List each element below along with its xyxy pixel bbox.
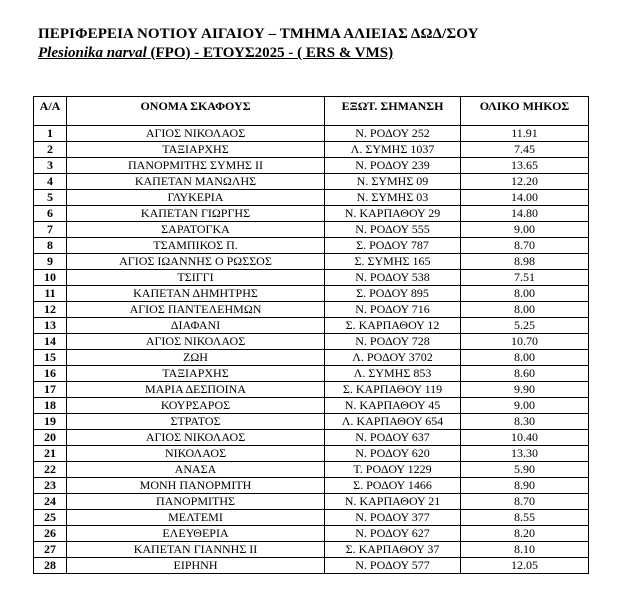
cell-vessel-name: ΠΑΝΟΡΜΙΤΗΣ ΣΥΜΗΣ ΙΙ <box>67 158 325 174</box>
cell-aa: 24 <box>34 494 67 510</box>
cell-vessel-name: ΝΙΚΟΛΑΟΣ <box>67 446 325 462</box>
cell-aa: 10 <box>34 270 67 286</box>
cell-external-marking: Ν. ΚΑΡΠΑΘΟΥ 45 <box>325 398 461 414</box>
table-row <box>34 270 589 286</box>
cell-total-length: 8.00 <box>461 302 589 318</box>
cell-aa: 20 <box>34 430 67 446</box>
cell-aa: 8 <box>34 238 67 254</box>
cell-total-length: 11.91 <box>461 126 589 142</box>
cell-total-length: 8.10 <box>461 542 589 558</box>
column-header-vessel-name: ΟΝΟΜΑ ΣΚΑΦΟΥΣ <box>67 97 325 126</box>
cell-aa: 13 <box>34 318 67 334</box>
cell-vessel-name: ΜΕΛΤΕΜΙ <box>67 510 325 526</box>
cell-vessel-name: ΚΑΠΕΤΑΝ ΓΙΩΡΓΗΣ <box>67 206 325 222</box>
cell-aa: 26 <box>34 526 67 542</box>
cell-total-length: 13.65 <box>461 158 589 174</box>
cell-total-length: 9.90 <box>461 382 589 398</box>
cell-external-marking: Λ. ΡΟΔΟΥ 3702 <box>325 350 461 366</box>
table-row <box>34 526 589 542</box>
cell-total-length: 12.05 <box>461 558 589 574</box>
table-row <box>34 158 589 174</box>
cell-external-marking: Ν. ΡΟΔΟΥ 620 <box>325 446 461 462</box>
cell-total-length: 13.30 <box>461 446 589 462</box>
table-row <box>34 222 589 238</box>
cell-total-length: 9.00 <box>461 222 589 238</box>
cell-external-marking: Ν. ΡΟΔΟΥ 728 <box>325 334 461 350</box>
cell-vessel-name: ΣΑΡΑΤΟΓΚΑ <box>67 222 325 238</box>
cell-aa: 27 <box>34 542 67 558</box>
column-header-aa: Α/Α <box>34 97 67 126</box>
subtitle-details: (FPO) - ΕΤΟΥΣ2025 - ( ERS & VMS) <box>146 45 394 61</box>
cell-vessel-name: ΑΓΙΟΣ ΝΙΚΟΛΑΟΣ <box>67 334 325 350</box>
cell-vessel-name: ΔΙΑΦΑΝΙ <box>67 318 325 334</box>
cell-total-length: 12.20 <box>461 174 589 190</box>
cell-total-length: 8.90 <box>461 478 589 494</box>
cell-vessel-name: ΖΩΗ <box>67 350 325 366</box>
cell-vessel-name: ΚΑΠΕΤΑΝ ΔΗΜΗΤΡΗΣ <box>67 286 325 302</box>
cell-vessel-name: ΤΣΑΜΠΙΚΟΣ Π. <box>67 238 325 254</box>
cell-aa: 3 <box>34 158 67 174</box>
column-header-total-length: ΟΛΙΚΟ ΜΗΚΟΣ <box>461 97 589 126</box>
cell-total-length: 10.70 <box>461 334 589 350</box>
cell-vessel-name: ΤΑΞΙΑΡΧΗΣ <box>67 142 325 158</box>
cell-external-marking: Σ. ΣΥΜΗΣ 165 <box>325 254 461 270</box>
cell-aa: 14 <box>34 334 67 350</box>
table-row <box>34 494 589 510</box>
cell-aa: 22 <box>34 462 67 478</box>
cell-total-length: 8.70 <box>461 238 589 254</box>
cell-external-marking: Ν. ΚΑΡΠΑΘΟΥ 21 <box>325 494 461 510</box>
table-row <box>34 558 589 574</box>
cell-vessel-name: ΑΝΑΣΑ <box>67 462 325 478</box>
cell-aa: 6 <box>34 206 67 222</box>
cell-total-length: 8.60 <box>461 366 589 382</box>
table-row <box>34 206 589 222</box>
cell-total-length: 5.25 <box>461 318 589 334</box>
cell-external-marking: Ν. ΡΟΔΟΥ 577 <box>325 558 461 574</box>
cell-total-length: 8.98 <box>461 254 589 270</box>
cell-external-marking: Ν. ΡΟΔΟΥ 627 <box>325 526 461 542</box>
cell-vessel-name: ΑΓΙΟΣ ΝΙΚΟΛΑΟΣ <box>67 126 325 142</box>
cell-aa: 5 <box>34 190 67 206</box>
cell-aa: 12 <box>34 302 67 318</box>
cell-external-marking: Ν. ΡΟΔΟΥ 637 <box>325 430 461 446</box>
cell-aa: 7 <box>34 222 67 238</box>
cell-external-marking: Ν. ΡΟΔΟΥ 555 <box>325 222 461 238</box>
cell-aa: 1 <box>34 126 67 142</box>
cell-total-length: 8.20 <box>461 526 589 542</box>
cell-total-length: 8.00 <box>461 286 589 302</box>
table-row <box>34 126 589 142</box>
cell-external-marking: Λ. ΣΥΜΗΣ 1037 <box>325 142 461 158</box>
cell-external-marking: Ν. ΡΟΔΟΥ 538 <box>325 270 461 286</box>
table-row <box>34 366 589 382</box>
cell-total-length: 8.00 <box>461 350 589 366</box>
cell-external-marking: Σ. ΚΑΡΠΑΘΟΥ 37 <box>325 542 461 558</box>
cell-external-marking: Ν. ΡΟΔΟΥ 377 <box>325 510 461 526</box>
table-row <box>34 382 589 398</box>
cell-external-marking: Ν. ΚΑΡΠΑΘΟΥ 29 <box>325 206 461 222</box>
cell-external-marking: Λ. ΚΑΡΠΑΘΟΥ 654 <box>325 414 461 430</box>
table-row <box>34 430 589 446</box>
cell-aa: 11 <box>34 286 67 302</box>
cell-vessel-name: ΜΑΡΙΑ ΔΕΣΠΟΙΝΑ <box>67 382 325 398</box>
cell-aa: 25 <box>34 510 67 526</box>
document-subtitle <box>38 45 393 62</box>
cell-external-marking: Σ. ΚΑΡΠΑΘΟΥ 119 <box>325 382 461 398</box>
cell-external-marking: Σ. ΚΑΡΠΑΘΟΥ 12 <box>325 318 461 334</box>
cell-total-length: 7.45 <box>461 142 589 158</box>
species-name: Plesionika narval <box>38 45 147 61</box>
table-row <box>34 478 589 494</box>
cell-total-length: 10.40 <box>461 430 589 446</box>
cell-total-length: 8.55 <box>461 510 589 526</box>
table-row <box>34 334 589 350</box>
cell-aa: 9 <box>34 254 67 270</box>
cell-aa: 4 <box>34 174 67 190</box>
table-row <box>34 286 589 302</box>
table-row <box>34 462 589 478</box>
table-row <box>34 174 589 190</box>
document-title: ΠΕΡΙΦΕΡΕΙΑ ΝΟΤΙΟΥ ΑΙΓΑΙΟΥ – ΤΜΗΜΑ ΑΛΙΕΙΑΣ ΔΩΔ/ΣΟΥ <box>38 26 479 42</box>
cell-total-length: 8.30 <box>461 414 589 430</box>
cell-aa: 21 <box>34 446 67 462</box>
table-body <box>34 126 589 574</box>
cell-total-length: 5.90 <box>461 462 589 478</box>
cell-aa: 19 <box>34 414 67 430</box>
table-row <box>34 542 589 558</box>
cell-vessel-name: ΑΓΙΟΣ ΙΩΑΝΝΗΣ Ο ΡΩΣΣΟΣ <box>67 254 325 270</box>
cell-vessel-name: ΤΣΙΓΓΙ <box>67 270 325 286</box>
cell-aa: 17 <box>34 382 67 398</box>
cell-aa: 15 <box>34 350 67 366</box>
table-row <box>34 398 589 414</box>
table-row <box>34 414 589 430</box>
cell-external-marking: Ν. ΡΟΔΟΥ 252 <box>325 126 461 142</box>
table-row <box>34 238 589 254</box>
cell-aa: 16 <box>34 366 67 382</box>
table-row <box>34 510 589 526</box>
cell-aa: 2 <box>34 142 67 158</box>
cell-vessel-name: ΜΟΝΗ ΠΑΝΟΡΜΙΤΗ <box>67 478 325 494</box>
table-row <box>34 446 589 462</box>
cell-total-length: 14.00 <box>461 190 589 206</box>
cell-vessel-name: ΚΟΥΡΣΑΡΟΣ <box>67 398 325 414</box>
cell-vessel-name: ΣΤΡΑΤΟΣ <box>67 414 325 430</box>
cell-total-length: 14.80 <box>461 206 589 222</box>
cell-external-marking: Ν. ΡΟΔΟΥ 716 <box>325 302 461 318</box>
table-row <box>34 318 589 334</box>
table-row <box>34 190 589 206</box>
cell-external-marking: Λ. ΣΥΜΗΣ 853 <box>325 366 461 382</box>
table-header-row <box>34 97 589 126</box>
table-row <box>34 142 589 158</box>
cell-vessel-name: ΚΑΠΕΤΑΝ ΓΙΑΝΝΗΣ ΙΙ <box>67 542 325 558</box>
cell-vessel-name: ΑΓΙΟΣ ΠΑΝΤΕΛΕΗΜΩΝ <box>67 302 325 318</box>
cell-vessel-name: ΕΙΡΗΝΗ <box>67 558 325 574</box>
cell-total-length: 9.00 <box>461 398 589 414</box>
cell-vessel-name: ΓΛΥΚΕΡΙΑ <box>67 190 325 206</box>
table-row <box>34 350 589 366</box>
cell-vessel-name: ΕΛΕΥΘΕΡΙΑ <box>67 526 325 542</box>
cell-external-marking: Ν. ΣΥΜΗΣ 09 <box>325 174 461 190</box>
cell-external-marking: Σ. ΡΟΔΟΥ 895 <box>325 286 461 302</box>
cell-total-length: 8.70 <box>461 494 589 510</box>
cell-vessel-name: ΚΑΠΕΤΑΝ ΜΑΝΩΛΗΣ <box>67 174 325 190</box>
column-header-external-marking: ΕΞΩΤ. ΣΗΜΑΝΣΗ <box>325 97 461 126</box>
cell-vessel-name: ΠΑΝΟΡΜΙΤΗΣ <box>67 494 325 510</box>
cell-external-marking: Σ. ΡΟΔΟΥ 787 <box>325 238 461 254</box>
cell-aa: 23 <box>34 478 67 494</box>
cell-total-length: 7.51 <box>461 270 589 286</box>
cell-external-marking: Τ. ΡΟΔΟΥ 1229 <box>325 462 461 478</box>
cell-external-marking: Ν. ΡΟΔΟΥ 239 <box>325 158 461 174</box>
cell-external-marking: Ν. ΣΥΜΗΣ 03 <box>325 190 461 206</box>
table-row <box>34 254 589 270</box>
table-row <box>34 302 589 318</box>
cell-aa: 28 <box>34 558 67 574</box>
vessel-table <box>33 96 589 574</box>
cell-vessel-name: ΑΓΙΟΣ ΝΙΚΟΛΑΟΣ <box>67 430 325 446</box>
cell-vessel-name: ΤΑΞΙΑΡΧΗΣ <box>67 366 325 382</box>
cell-aa: 18 <box>34 398 67 414</box>
cell-external-marking: Σ. ΡΟΔΟΥ 1466 <box>325 478 461 494</box>
